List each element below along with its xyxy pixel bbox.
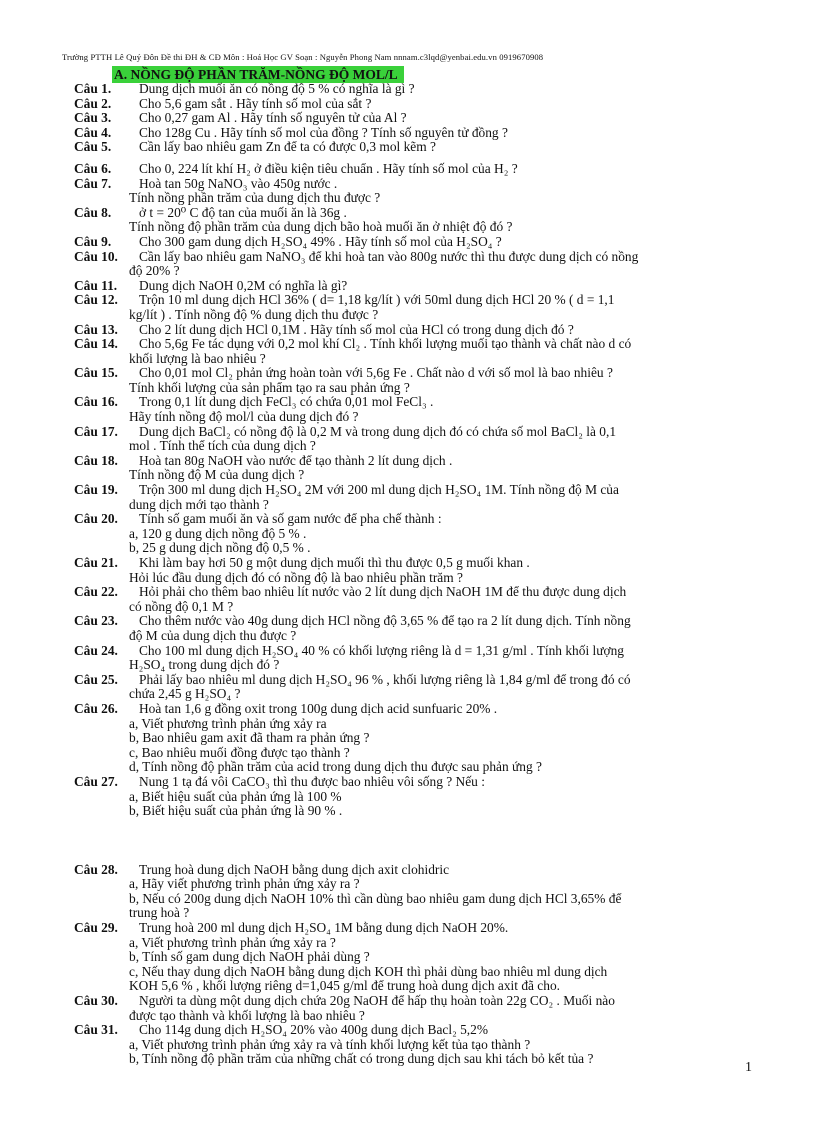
question-number: Câu 21. bbox=[74, 555, 118, 570]
question-subline: Tính nồng độ phần trăm của dung dịch bão hoà muối ăn ở nhiệt độ đó ? bbox=[129, 219, 513, 235]
question-item bbox=[74, 512, 764, 556]
question-subline: b, Bao nhiêu gam axit đã tham ra phản ứng ? bbox=[129, 730, 370, 746]
question-line: Cho thêm nước vào 40g dung dịch HCl nồng độ 3,65 % để tạo ra 2 lít dung dịch. Tính nồng bbox=[139, 613, 631, 629]
question-item bbox=[74, 235, 764, 250]
question-number: Câu 3. bbox=[74, 110, 112, 126]
question-text bbox=[129, 111, 764, 126]
question-item bbox=[74, 614, 764, 643]
question-number: Câu 16. bbox=[74, 394, 118, 410]
question-text bbox=[129, 644, 764, 673]
page-header: Trường PTTH Lê Quý Đôn Đề thi ĐH & CĐ Môn : Hoá Học GV Soạn : Nguyễn Phong Nam nnnam.c3lqd@yenbai.edu.vn 0919670908 bbox=[62, 52, 544, 62]
question-number: Câu 18. bbox=[74, 452, 118, 468]
question-number: Câu 22. bbox=[74, 584, 118, 600]
question-number: Câu 23. bbox=[74, 613, 118, 629]
question-number: Câu 20. bbox=[74, 511, 118, 527]
question-item bbox=[74, 293, 764, 322]
question-text bbox=[129, 235, 764, 250]
question-number: Câu 5. bbox=[74, 139, 112, 155]
question-text bbox=[129, 863, 764, 921]
question-subline: chứa 2,45 g H₂SO₄ ? bbox=[129, 686, 241, 702]
question-number: Câu 14. bbox=[74, 336, 118, 352]
question-item bbox=[74, 425, 764, 454]
question-text bbox=[129, 483, 764, 512]
question-item bbox=[74, 126, 764, 141]
question-subline: b, Tính số gam dung dịch NaOH phải dùng ? bbox=[129, 949, 370, 965]
question-number: Câu 31. bbox=[74, 1022, 118, 1038]
question-text bbox=[129, 512, 764, 556]
question-number: Câu 8. bbox=[74, 204, 112, 220]
question-text bbox=[129, 337, 764, 366]
question-number: Câu 7. bbox=[74, 175, 112, 191]
question-subline: khối lượng là bao nhiêu ? bbox=[129, 350, 266, 366]
question-item bbox=[74, 162, 764, 177]
question-line: Dung dịch BaCl₂ có nồng độ là 0,2 M và trong dung dịch đó có chứa số mol BaCl₂ là 0,1 bbox=[139, 423, 617, 439]
question-text bbox=[129, 614, 764, 643]
question-item bbox=[74, 483, 764, 512]
question-list bbox=[74, 82, 764, 1067]
question-subline: b, Nếu có 200g dung dịch NaOH 10% thì cần dùng bao nhiêu gam dung dịch HCl 3,65% để bbox=[129, 890, 622, 906]
question-line: Cho 100 ml dung dịch H₂SO₄ 40 % có khối lượng riêng là d = 1,31 g/ml . Tính khối lượng bbox=[139, 642, 624, 658]
question-line: Dung dịch muối ăn có nồng độ 5 % có nghĩa là gì ? bbox=[139, 81, 415, 96]
question-line: Cần lấy bao nhiêu gam NaNO₃ để khi hoà tan vào 800g nước thì thu được dung dịch có nồng bbox=[139, 248, 639, 264]
question-line: Hoà tan 80g NaOH vào nước để tạo thành 2 lít dung dịch . bbox=[139, 452, 453, 468]
question-number: Câu 1. bbox=[74, 81, 112, 96]
spacer bbox=[74, 819, 764, 863]
question-item bbox=[74, 702, 764, 775]
question-subline: Tính nồng độ M của dung dịch ? bbox=[129, 467, 305, 483]
question-text bbox=[129, 556, 764, 585]
question-subline: Tính nồng phần trăm của dung dịch thu được ? bbox=[129, 190, 381, 206]
question-number: Câu 11. bbox=[74, 277, 118, 293]
question-item bbox=[74, 279, 764, 294]
question-number: Câu 29. bbox=[74, 920, 118, 936]
question-item bbox=[74, 111, 764, 126]
question-line: Cho 5,6g Fe tác dụng với 0,2 mol khí Cl₂ . Tính khối lượng muối tạo thành và chất nào d có bbox=[139, 336, 632, 352]
question-text bbox=[129, 585, 764, 614]
question-line: ở t = 20⁰ C độ tan của muối ăn là 36g . bbox=[139, 204, 347, 220]
question-text bbox=[129, 279, 764, 294]
question-number: Câu 6. bbox=[74, 160, 112, 176]
question-item bbox=[74, 673, 764, 702]
question-subline: a, 120 g dung dịch nồng độ 5 % . bbox=[129, 525, 307, 541]
question-number: Câu 28. bbox=[74, 861, 118, 877]
question-subline: độ M của dung dịch thu được ? bbox=[129, 627, 297, 643]
question-text bbox=[129, 1023, 764, 1067]
question-item bbox=[74, 994, 764, 1023]
question-subline: dung dịch mới tạo thành ? bbox=[129, 496, 269, 512]
question-text bbox=[129, 775, 764, 819]
question-subline: b, Biết hiệu suất của phản ứng là 90 % . bbox=[129, 803, 343, 819]
question-item bbox=[74, 82, 764, 97]
question-text bbox=[129, 323, 764, 338]
question-item bbox=[74, 323, 764, 338]
question-subline: Hãy tính nồng độ mol/l của dung dịch đó ? bbox=[129, 409, 359, 425]
question-subline: có nồng độ 0,1 M ? bbox=[129, 598, 234, 614]
question-text bbox=[129, 921, 764, 994]
question-line: Nung 1 tạ đá vôi CaCO₃ thì thu được bao nhiêu vôi sống ? Nếu : bbox=[139, 773, 485, 789]
question-line: Cho 300 gam dung dịch H₂SO₄ 49% . Hãy tính số mol của H₂SO₄ ? bbox=[139, 233, 502, 249]
question-line: Cho 5,6 gam sắt . Hãy tính số mol của sắt ? bbox=[139, 95, 372, 111]
question-text bbox=[129, 97, 764, 112]
question-text bbox=[129, 250, 764, 279]
question-subline: a, Biết hiệu suất của phản ứng là 100 % bbox=[129, 788, 342, 804]
question-text bbox=[129, 994, 764, 1023]
question-item bbox=[74, 206, 764, 235]
question-item bbox=[74, 337, 764, 366]
question-item bbox=[74, 97, 764, 112]
question-item bbox=[74, 556, 764, 585]
question-line: Khi làm bay hơi 50 g một dung dịch muối thì thu được 0,5 g muối khan . bbox=[139, 555, 530, 570]
question-text bbox=[129, 454, 764, 483]
question-number: Câu 4. bbox=[74, 124, 112, 140]
question-text bbox=[129, 206, 764, 235]
question-text bbox=[129, 162, 764, 177]
question-subline: b, 25 g dung dịch nồng độ 0,5 % . bbox=[129, 540, 311, 556]
question-subline: H₂SO₄ trong dung dịch đó ? bbox=[129, 657, 280, 673]
question-number: Câu 30. bbox=[74, 993, 118, 1009]
question-number: Câu 19. bbox=[74, 482, 118, 498]
question-line: Tính số gam muối ăn và số gam nước để pha chế thành : bbox=[139, 511, 442, 527]
question-line: Hỏi phải cho thêm bao nhiêu lít nước vào 2 lít dung dịch NaOH 1M để thu được dung dịch bbox=[139, 584, 627, 600]
question-subline: d, Tính nồng độ phần trăm của acid trong dung dịch thu được sau phản ứng ? bbox=[129, 759, 542, 775]
question-line: Cho 0,27 gam Al . Hãy tính số nguyên tử của Al ? bbox=[139, 110, 407, 126]
question-text bbox=[129, 366, 764, 395]
question-line: Trộn 10 ml dung dịch HCl 36% ( d= 1,18 kg/lít ) với 50ml dung dịch HCl 20 % ( d = 1,1 bbox=[139, 292, 615, 308]
question-number: Câu 15. bbox=[74, 365, 118, 381]
question-item bbox=[74, 454, 764, 483]
question-line: Dung dịch NaOH 0,2M có nghĩa là gì? bbox=[139, 277, 348, 293]
question-line: Phải lấy bao nhiêu ml dung dịch H₂SO₄ 96 % , khối lượng riêng là 1,84 g/ml để trong đó có bbox=[139, 671, 631, 687]
question-line: Trung hoà dung dịch NaOH bằng dung dịch axit clohidric bbox=[139, 861, 450, 877]
question-number: Câu 12. bbox=[74, 292, 118, 308]
question-line: Trộn 300 ml dung dịch H₂SO₄ 2M với 200 ml dung dịch H₂SO₄ 1M. Tính nồng độ M của bbox=[139, 482, 619, 498]
question-number: Câu 27. bbox=[74, 773, 118, 789]
question-subline: a, Viết phương trình phản ứng xảy ra và tính khối lượng kết tủa tạo thành ? bbox=[129, 1036, 531, 1052]
question-item bbox=[74, 644, 764, 673]
question-subline: a, Viết phương trình phản ứng xảy ra ? bbox=[129, 934, 336, 950]
question-text bbox=[129, 293, 764, 322]
question-item bbox=[74, 775, 764, 819]
question-number: Câu 25. bbox=[74, 671, 118, 687]
question-text bbox=[129, 673, 764, 702]
question-line: Hoà tan 1,6 g đồng oxit trong 100g dung dịch acid sunfuaric 20% . bbox=[139, 700, 498, 716]
question-number: Câu 24. bbox=[74, 642, 118, 658]
question-item bbox=[74, 140, 764, 155]
question-text bbox=[129, 177, 764, 206]
question-subline: trung hoà ? bbox=[129, 905, 190, 921]
question-item bbox=[74, 921, 764, 994]
question-item bbox=[74, 250, 764, 279]
question-text bbox=[129, 702, 764, 775]
question-item bbox=[74, 1023, 764, 1067]
question-subline: a, Viết phương trình phản ứng xảy ra bbox=[129, 715, 327, 731]
question-number: Câu 9. bbox=[74, 233, 112, 249]
question-number: Câu 2. bbox=[74, 95, 112, 111]
question-item bbox=[74, 863, 764, 921]
question-subline: c, Bao nhiêu muối đồng được tạo thành ? bbox=[129, 744, 350, 760]
question-subline: b, Tính nồng độ phần trăm của những chất có trong dung dịch sau khi tách bỏ kết tủa ? bbox=[129, 1051, 594, 1067]
question-subline: KOH 5,6 % , khối lượng riêng d=1,045 g/ml để trung hoà dung dịch axit đã cho. bbox=[129, 978, 560, 994]
question-line: Cho 128g Cu . Hãy tính số mol của đồng ? Tính số nguyên tử đồng ? bbox=[139, 124, 508, 140]
question-line: Cho 114g dung dịch H₂SO₄ 20% vào 400g dung dịch Bacl₂ 5,2% bbox=[139, 1022, 488, 1038]
question-item bbox=[74, 585, 764, 614]
question-item bbox=[74, 395, 764, 424]
question-item bbox=[74, 177, 764, 206]
question-subline: kg/lít ) . Tính nồng độ % dung dịch thu được ? bbox=[129, 306, 379, 322]
question-line: Cần lấy bao nhiêu gam Zn để ta có được 0,3 mol kẽm ? bbox=[139, 139, 436, 155]
question-item bbox=[74, 366, 764, 395]
question-subline: Tính khối lượng của sản phẩm tạo ra sau phản ứng ? bbox=[129, 379, 410, 395]
question-subline: độ 20% ? bbox=[129, 263, 180, 279]
question-text bbox=[129, 140, 764, 155]
question-text bbox=[129, 425, 764, 454]
question-number: Câu 13. bbox=[74, 321, 118, 337]
question-number: Câu 17. bbox=[74, 423, 118, 439]
question-subline: c, Nếu thay dung dịch NaOH bằng dung dịch KOH thì phải dùng bao nhiêu ml dung dịch bbox=[129, 963, 608, 979]
question-number: Câu 10. bbox=[74, 248, 118, 264]
question-line: Cho 2 lít dung dịch HCl 0,1M . Hãy tính số mol của HCl có trong dung dịch đó ? bbox=[139, 321, 574, 337]
question-text bbox=[129, 126, 764, 141]
section-title: A. NỒNG ĐỘ PHẦN TRĂM-NỒNG ĐỘ MOL/L bbox=[112, 66, 404, 83]
question-subline: mol . Tính thể tích của dung dịch ? bbox=[129, 438, 316, 454]
question-subline: Hỏi lúc đầu dung dịch đó có nồng độ là bao nhiêu phần trăm ? bbox=[129, 569, 463, 585]
question-line: Trung hoà 200 ml dung dịch H₂SO₄ 1M bằng dung dịch NaOH 20%. bbox=[139, 920, 509, 936]
question-line: Cho 0, 224 lít khí H₂ ở điều kiện tiêu chuẩn . Hãy tính số mol của H₂ ? bbox=[139, 160, 518, 176]
question-line: Trong 0,1 lít dung dịch FeCl₃ có chứa 0,01 mol FeCl₃ . bbox=[139, 394, 434, 410]
question-text bbox=[129, 395, 764, 424]
question-subline: được tạo thành và khối lượng là bao nhiêu ? bbox=[129, 1007, 365, 1023]
question-subline: a, Hãy viết phương trình phản ứng xảy ra ? bbox=[129, 876, 360, 892]
question-line: Hoà tan 50g NaNO₃ vào 450g nước . bbox=[139, 175, 338, 191]
page-number: 1 bbox=[745, 1060, 752, 1075]
question-line: Người ta dùng một dung dịch chứa 20g NaOH để hấp thụ hoàn toàn 22g CO₂ . Muối nào bbox=[139, 993, 615, 1009]
question-line: Cho 0,01 mol Cl₂ phản ứng hoàn toàn với 5,6g Fe . Chất nào d với số mol là bao nhiêu ? bbox=[139, 365, 613, 381]
question-number: Câu 26. bbox=[74, 700, 118, 716]
question-text bbox=[129, 82, 764, 97]
